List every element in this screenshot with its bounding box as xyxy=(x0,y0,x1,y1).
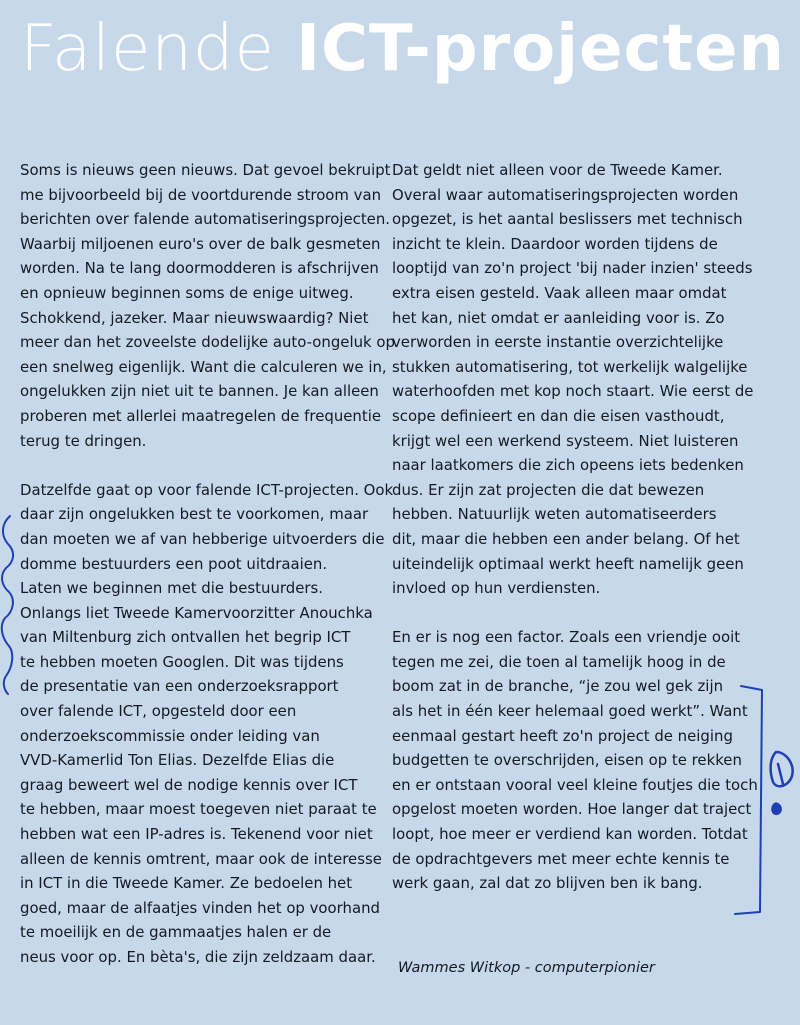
text-line: uiteindelijk optimaal werkt heeft namelijk geen xyxy=(392,554,744,573)
text-line: neus voor op. En bèta's, die zijn zeldzaam daar. xyxy=(20,948,376,966)
text-line: loopt, hoe meer er verdiend kan worden. Totdat xyxy=(392,825,748,844)
text-line: berichten over falende automatiseringsprojecten. xyxy=(20,210,391,229)
text-line: stukken automatisering, tot werkelijk walgelijke xyxy=(392,357,748,376)
text-line: invloed op hun verdiensten. xyxy=(392,579,601,598)
text-line: dan moeten we af van hebberige uitvoerders die xyxy=(20,529,385,548)
text-line: en opnieuw beginnen soms de enige uitweg. xyxy=(20,283,354,302)
text-line: Soms is nieuws geen nieuws. Dat gevoel bekruipt xyxy=(20,161,391,179)
bracket-mark xyxy=(735,686,762,914)
text-line: te hebben moeten Googlen. Dit was tijdens xyxy=(20,652,344,671)
text-line: ongelukken zijn niet uit te bannen. Je kan alleen xyxy=(20,382,379,401)
text-line: Laten we beginnen met die bestuurders. xyxy=(20,579,323,598)
text-line: Onlangs liet Tweede Kamervoorzitter Anouchka xyxy=(20,603,373,622)
text-line: dit, maar die hebben een ander belang. Of het xyxy=(392,529,740,548)
text-line: goed, maar de alfaatjes vinden het op voorhand xyxy=(20,898,380,917)
text-line: looptijd van zo'n project 'bij nader inzien' steeds xyxy=(392,259,753,278)
title-bold: ICT-projecten xyxy=(296,12,785,86)
exclamation-dot xyxy=(772,803,781,814)
text-line: daar zijn ongelukken best te voorkomen, maar xyxy=(20,505,369,524)
text-line: inzicht te klein. Daardoor worden tijdens de xyxy=(392,234,718,253)
text-line: En er is nog een factor. Zoals een vriendje ooit xyxy=(392,628,741,647)
text-line: meer dan het zoveelste dodelijke auto-ongeluk op xyxy=(20,333,395,352)
text-line: me bijvoorbeeld bij de voortdurende stroom van xyxy=(20,185,382,204)
text-line: scope definieert en dan die eisen vasthoudt, xyxy=(392,406,725,425)
text-line: worden. Na te lang doormodderen is afschrijven xyxy=(20,259,379,278)
text-line: opgelost moeten worden. Hoe langer dat traject xyxy=(392,800,752,819)
text-line: Schokkend, jazeker. Maar nieuwswaardig? Niet xyxy=(20,308,369,327)
text-line: terug te dringen. xyxy=(20,431,147,450)
text-line: en er ontstaan vooral veel kleine foutjes die toch xyxy=(392,775,758,794)
text-line: Overal waar automatiseringsprojecten worden xyxy=(392,185,739,204)
exclamation-mark xyxy=(771,752,793,786)
text-line: de presentatie van een onderzoeksrapport xyxy=(20,677,339,696)
text-line: verworden in eerste instantie overzichtelijke xyxy=(392,333,724,352)
text-line: boom zat in de branche, “je zou wel gek zijn xyxy=(392,677,724,696)
text-line: alleen de kennis omtrent, maar ook de interesse xyxy=(20,849,382,868)
text-line: opgezet, is het aantal beslissers met technisch xyxy=(392,210,743,229)
text-line: in ICT in die Tweede Kamer. Ze bedoelen het xyxy=(20,874,353,893)
text-line: hebben wat een IP-adres is. Tekenend voor niet xyxy=(20,825,373,844)
text-line: Dat geldt niet alleen voor de Tweede Kamer. xyxy=(392,161,723,179)
text-line: onderzoekscommissie onder leiding van xyxy=(20,726,320,745)
text-line: proberen met allerlei maatregelen de frequentie xyxy=(20,406,381,425)
text-line: het kan, niet omdat er aanleiding voor is. Zo xyxy=(392,308,725,327)
text-line: tegen me zei, die toen al tamelijk hoog in de xyxy=(392,652,726,671)
text-line: domme bestuurders een poot uitdraaien. xyxy=(20,554,328,573)
text-line: Waarbij miljoenen euro's over de balk gesmeten xyxy=(20,234,381,253)
text-line: over falende ICT, opgesteld door een xyxy=(20,702,297,721)
text-line: krijgt wel een werkend systeem. Niet luisteren xyxy=(392,431,739,450)
text-line: extra eisen gesteld. Vaak alleen maar omdat xyxy=(392,283,727,302)
text-line: de opdrachtgevers met meer echte kennis te xyxy=(392,849,730,868)
text-line: eenmaal gestart heeft zo'n project de neiging xyxy=(392,726,733,745)
text-line: van Miltenburg zich ontvallen het begrip ICT xyxy=(20,628,351,647)
text-line: waterhoofden met kop noch staart. Wie eerst de xyxy=(392,382,754,401)
text-line: hebben. Natuurlijk weten automatiseerders xyxy=(392,505,717,524)
text-line: dus. Er zijn zat projecten die dat bewezen xyxy=(392,480,705,499)
text-line: budgetten te overschrijden, eisen op te rekken xyxy=(392,751,742,770)
text-line: Datzelfde gaat op voor falende ICT-projecten. Ook xyxy=(20,480,394,499)
text-line: te moeilijk en de gammaatjes halen er de xyxy=(20,923,332,942)
text-line: werk gaan, zal dat zo blijven ben ik bang. xyxy=(392,874,703,893)
text-line: VVD-Kamerlid Ton Elias. Dezelfde Elias die xyxy=(20,751,335,770)
wavy-margin-mark xyxy=(2,516,13,694)
text-line: naar laatkomers die zich opeens iets bedenken xyxy=(392,456,744,475)
text-line: als het in één keer helemaal goed werkt”. Want xyxy=(392,702,748,721)
text-line: graag beweert wel de nodige kennis over ICT xyxy=(20,775,358,794)
text-line: een snelweg eigenlijk. Want die calculeren we in, xyxy=(20,357,387,376)
title-light: Falende xyxy=(20,12,297,86)
author-byline: Wammes Witkop - computerpionier xyxy=(398,960,655,976)
text-line: te hebben, maar moest toegeven niet paraat te xyxy=(20,800,377,819)
